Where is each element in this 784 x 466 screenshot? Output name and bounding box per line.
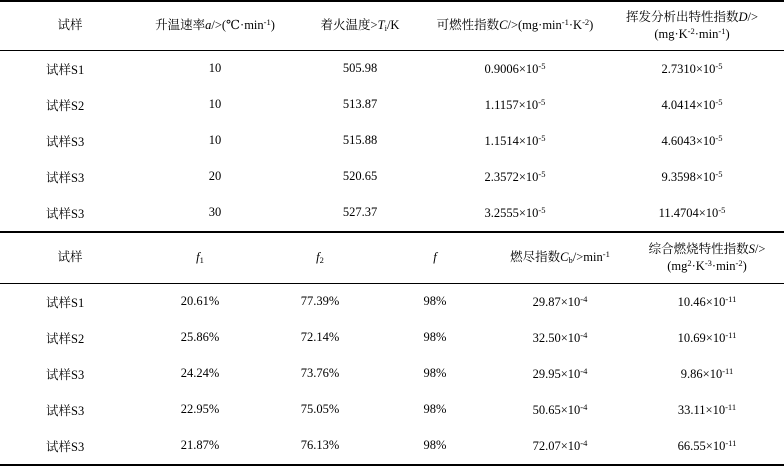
table-row: [0, 195, 784, 231]
cell-f: 98%: [423, 330, 447, 344]
cell-comprehensive-combustion-index: $66.55\times 10^{-11}$: [677, 437, 737, 453]
table-row: [0, 159, 784, 195]
cell-f: 98%: [423, 438, 447, 452]
cell-f1: 24.24%: [180, 366, 220, 380]
cell-burnout-index: $32.50\times 10^{-4}$: [532, 329, 588, 345]
cell-f: 98%: [423, 402, 447, 416]
cell-heating-rate: 10: [140, 50, 290, 87]
cell-f2: 75.05%: [300, 402, 340, 416]
cell-volatile-release-index: $2.7310\times 10^{-5}$: [600, 50, 784, 87]
cell-combustibility-index: $1.1157\times 10^{-5}$: [484, 96, 546, 112]
cell-ignition-temperature: 527.37: [342, 205, 378, 220]
cell-combustibility-index: $3.2555\times 10^{-5}$: [484, 204, 546, 220]
cell-sample: 试样S3: [46, 170, 85, 185]
cell-f1: 21.87%: [180, 438, 220, 452]
cell-sample: 试样S3: [46, 403, 85, 418]
table-row: [0, 283, 784, 320]
cell-f2: 76.13%: [300, 438, 340, 452]
cell-f2: 77.39%: [260, 283, 380, 320]
table-bottom-header-row: [0, 232, 784, 283]
cell-ignition-temperature: 520.65: [342, 169, 378, 184]
cell-f: 98%: [423, 366, 447, 380]
table-row: [0, 320, 784, 356]
cell-comprehensive-combustion-index: $10.69\times 10^{-11}$: [677, 329, 737, 345]
header-volatile-release-unit: $(mg\cdot K^{-2}\cdot\min^{-1})$: [654, 26, 730, 41]
cell-combustibility-index: $0.9006\times 10^{-5}$: [430, 50, 600, 87]
combustion-parameters-table-top: [0, 0, 784, 231]
header-f2: $f_2$: [260, 232, 380, 283]
cell-f2: 73.76%: [300, 366, 340, 380]
header-comprehensive-combustion-index: 综合燃烧特性指数S/> $(mg^2\cdot K^{-3}\cdot\min^{-2})$: [630, 232, 784, 283]
header-combustibility-index: 可燃性指数$C/>(mg\cdot\min^{-1}\cdot K^{-2})$: [430, 1, 600, 50]
cell-sample: 试样S3: [46, 439, 85, 454]
table-row: [0, 392, 784, 428]
cell-burnout-index: $29.95\times 10^{-4}$: [532, 365, 588, 381]
cell-comprehensive-combustion-index: $10.46\times 10^{-11}$: [630, 283, 784, 320]
cell-burnout-index: $29.87\times 10^{-4}$: [490, 283, 630, 320]
table-row: [0, 87, 784, 123]
table-row: [0, 50, 784, 87]
cell-heating-rate: 10: [208, 97, 222, 112]
cell-heating-rate: 20: [208, 169, 222, 184]
cell-burnout-index: $72.07\times 10^{-4}$: [532, 437, 588, 453]
table-bottom-rule: [0, 465, 784, 466]
header-sample: 试样: [0, 1, 140, 50]
header-f1: $f_1$: [140, 232, 260, 283]
table-top-header-row: [0, 1, 784, 50]
cell-sample: 试样S1: [0, 283, 140, 320]
cell-ignition-temperature: 515.88: [342, 133, 378, 148]
cell-heating-rate: 10: [208, 133, 222, 148]
header-heating-rate: 升温速率$a/>(℃\cdot\min^{-1})$: [140, 1, 290, 50]
cell-sample: 试样S3: [46, 134, 85, 149]
cell-sample: 试样S1: [0, 50, 140, 87]
cell-sample: 试样S2: [46, 331, 85, 346]
table-row: [0, 356, 784, 392]
cell-burnout-index: $50.65\times 10^{-4}$: [532, 401, 588, 417]
cell-volatile-release-index: $9.3598\times 10^{-5}$: [661, 168, 723, 184]
cell-sample: 试样S3: [46, 206, 85, 221]
header-ignition-temperature: 着火温度$>T_i/K$: [290, 1, 430, 50]
cell-volatile-release-index: $4.6043\times 10^{-5}$: [661, 132, 723, 148]
cell-sample: 试样S3: [46, 367, 85, 382]
cell-ignition-temperature: 513.87: [342, 97, 378, 112]
cell-f1: 25.86%: [180, 330, 220, 344]
cell-heating-rate: 30: [208, 205, 222, 220]
cell-combustibility-index: $2.3572\times 10^{-5}$: [484, 168, 546, 184]
header-burnout-index: 燃尽指数$C_b/>\min^{-1}$: [490, 232, 630, 283]
cell-combustibility-index: $1.1514\times 10^{-5}$: [484, 132, 546, 148]
cell-comprehensive-combustion-index: $33.11\times 10^{-11}$: [677, 401, 737, 417]
cell-volatile-release-index: $4.0414\times 10^{-5}$: [661, 96, 723, 112]
cell-volatile-release-index: $11.4704\times 10^{-5}$: [658, 204, 726, 220]
header-comprehensive-combustion-unit: $(mg^2\cdot K^{-3}\cdot\min^{-2})$: [667, 257, 747, 273]
cell-f1: 20.61%: [140, 283, 260, 320]
table-row: [0, 428, 784, 465]
header-volatile-release-index: 挥发分析出特性指数D/> $(mg\cdot K^{-2}\cdot\min^{-1})$: [600, 1, 784, 50]
cell-comprehensive-combustion-index: $9.86\times 10^{-11}$: [680, 365, 734, 381]
cell-f: 98%: [380, 283, 490, 320]
cell-ignition-temperature: 505.98: [290, 50, 430, 87]
cell-f2: 72.14%: [300, 330, 340, 344]
cell-f1: 22.95%: [180, 402, 220, 416]
header-sample: 试样: [0, 232, 140, 283]
table-row: [0, 123, 784, 159]
combustion-parameters-table-bottom: [0, 231, 784, 466]
header-f: f: [380, 232, 490, 283]
cell-sample: 试样S2: [46, 98, 85, 113]
